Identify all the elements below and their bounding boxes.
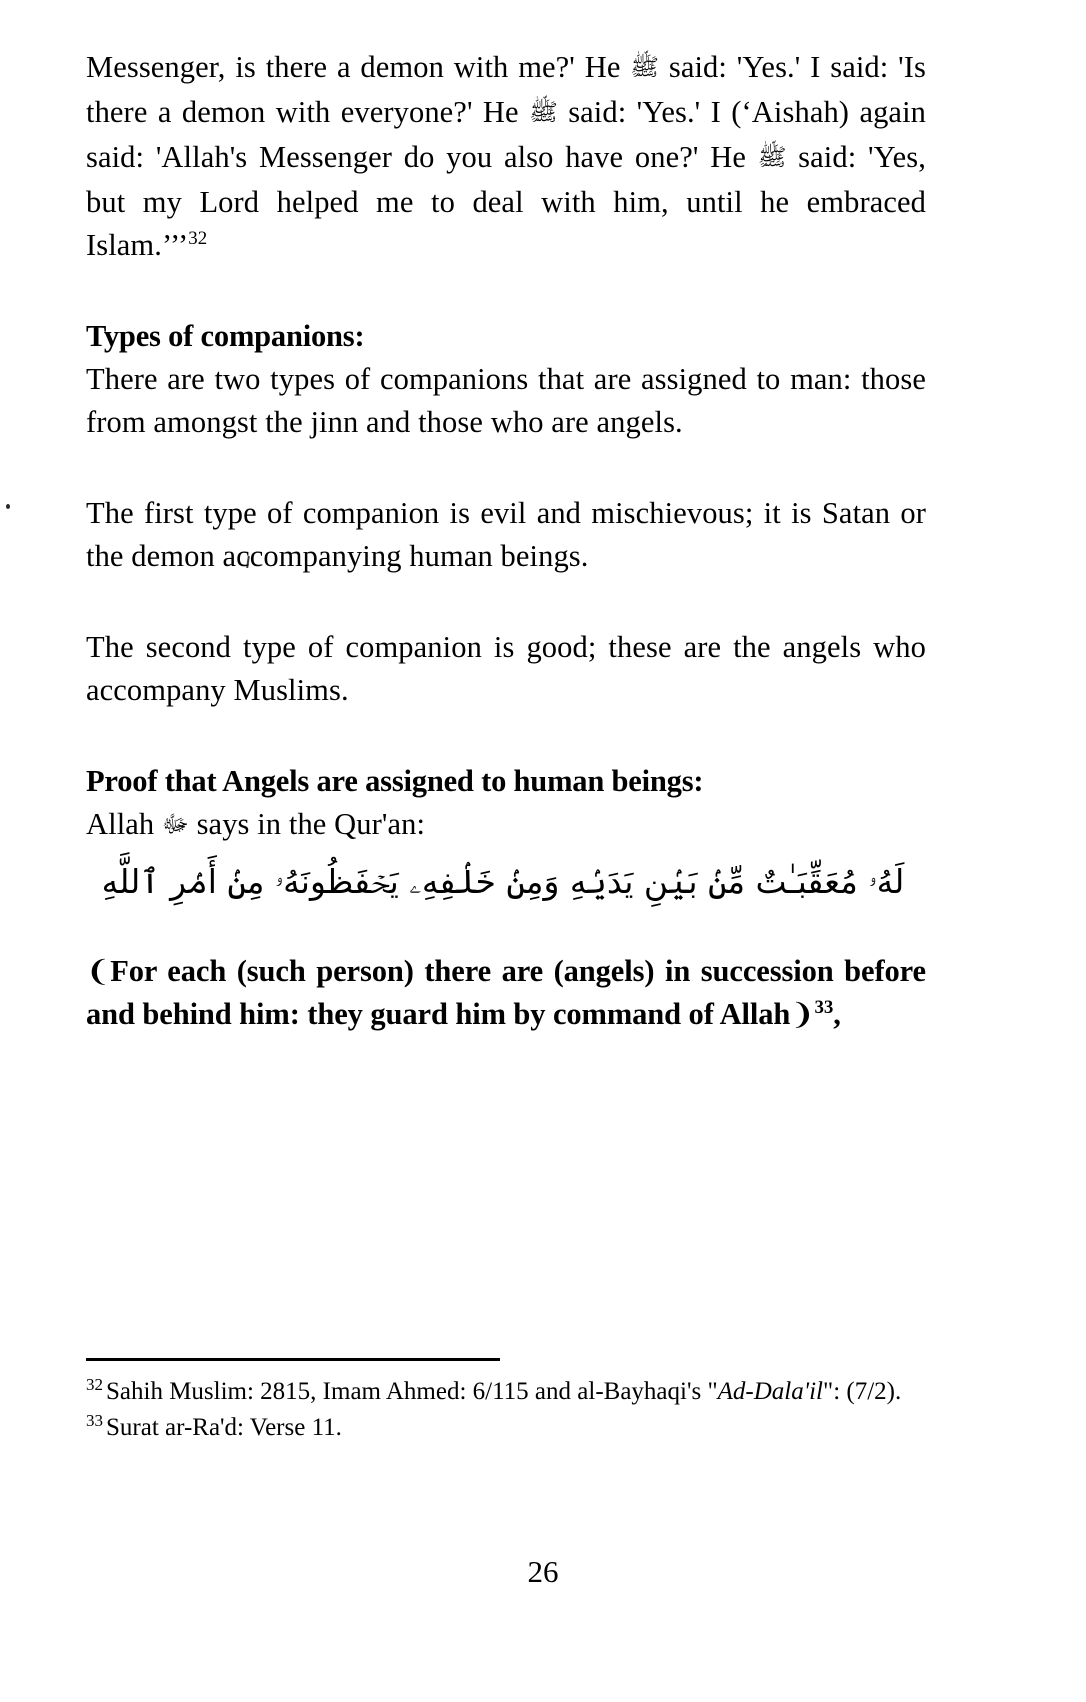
paragraph-allah-says [86, 803, 926, 848]
paragraph-types-body: There are two types of companions that are assigned to man: those from amongst the jinn and those who are angels. [86, 362, 926, 439]
hadith-text-part-1: Messenger, is there a demon with me?' He [86, 50, 631, 84]
footnote-item-32 [86, 1374, 926, 1410]
page-body [86, 0, 926, 1036]
paragraph-first-type: The first type of companion is evil and mischievous; it is Satan or the demon accompanying human beings. [86, 496, 926, 573]
translation-trailing-comma: , [833, 997, 841, 1031]
footnote-reference-32[interactable]: 32 [188, 227, 208, 249]
hadith-text-part-2: said: 'Yes.' I said: 'Is there a demon with everyone?' He [86, 50, 926, 129]
hadith-text-part-3: said: 'Yes.' I (‘Aishah) again said: 'Allah's Messenger do you also have one?' He [86, 95, 926, 174]
allah-says-prefix: Allah [86, 807, 162, 841]
salawat-icon-2: ﷺ [529, 98, 558, 126]
salawat-icon-1: ﷺ [630, 53, 660, 81]
quran-translation-text: For each (such person) there are (angels) in succession before and behind him: they guard him by command of Allah [86, 954, 926, 1031]
quran-verse-arabic: لَهُۥ مُعَقِّبَـٰتٌ مِّنۢ بَيۢنِ يَدَيۢهِ وَمِنۢ خَلۢفِهِۦ يَحۡفَظُونَهُۥ مِنۢ أَمۢرِ ٱللَّهِ [101, 862, 905, 901]
scan-artifact-speck [6, 504, 10, 509]
salawat-icon-3: ﷺ [757, 143, 787, 171]
footnote-32-title-italic: Ad-Dala'il [717, 1378, 823, 1405]
heading-proof-angels-assigned: Proof that Angels are assigned to human beings: [86, 764, 704, 798]
paragraph-quran-translation [86, 950, 926, 1036]
footnote-list [86, 1374, 926, 1446]
quote-close-bracket-icon: ❩ [790, 997, 815, 1031]
footnote-32-text-1: Sahih Muslim: 2815, Imam Ahmed: 6/115 and al-Bayhaqi's " [106, 1378, 718, 1405]
footnote-reference-33[interactable]: 33 [814, 996, 834, 1018]
allah-says-suffix: says in the Qur'an: [188, 807, 426, 841]
paragraph-second-type: The second type of companion is good; these are the angels who accompany Muslims. [86, 630, 926, 707]
quote-open-bracket-icon: ❨ [86, 954, 111, 988]
hadith-text-part-4: said: 'Yes, but my Lord helped me to deal with him, until he embraced Islam.’’’ [86, 140, 926, 262]
footnote-item-33 [86, 1410, 926, 1446]
heading-types-of-companions: Types of companions: [86, 319, 365, 353]
footnote-separator-rule [86, 1358, 500, 1361]
footnote-number-33: 33 [86, 1410, 103, 1430]
paragraph-opening-hadith [86, 46, 926, 267]
footnote-33-text-1: Surat ar-Ra'd: Verse 11. [106, 1414, 342, 1441]
footnote-32-text-2: ": (7/2). [823, 1378, 902, 1405]
footnote-number-32: 32 [86, 1374, 103, 1394]
jalla-jalaluhu-icon: ﷻ [162, 810, 189, 838]
page-number: 26 [527, 1554, 559, 1589]
